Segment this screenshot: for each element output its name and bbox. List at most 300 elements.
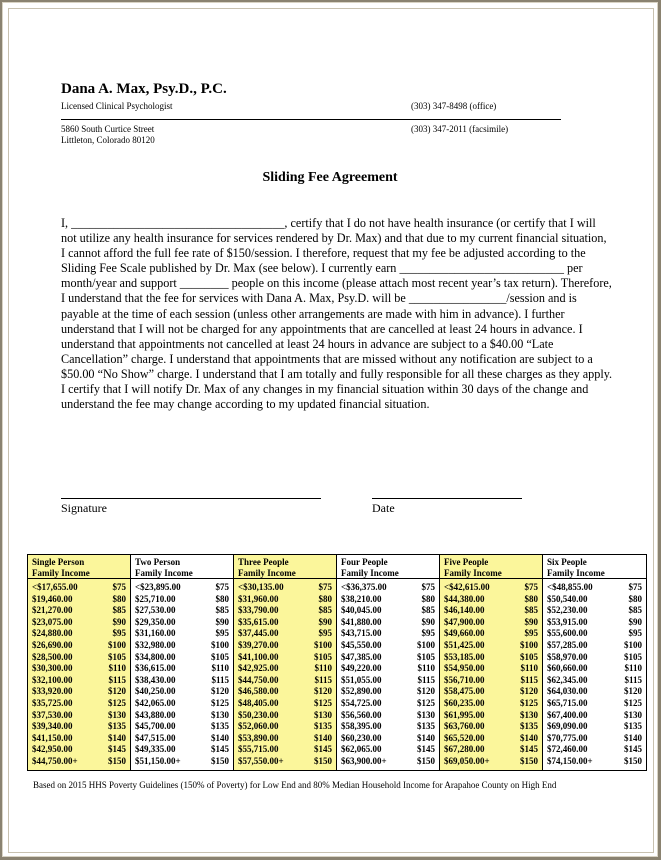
- session-fee: $110: [417, 663, 435, 674]
- income-threshold: $35,725.00: [32, 697, 73, 708]
- session-fee: $150: [417, 755, 435, 766]
- income-threshold: $57,285.00: [547, 639, 588, 650]
- fee-row: [238, 652, 332, 664]
- fee-row: [341, 733, 435, 745]
- session-fee: $135: [417, 721, 435, 732]
- income-threshold: $34,800.00: [135, 651, 176, 662]
- income-threshold: $31,160.00: [135, 628, 176, 639]
- session-fee: $85: [421, 605, 435, 616]
- session-fee: $115: [624, 674, 642, 685]
- fee-row: [341, 582, 435, 594]
- fee-row: [341, 721, 435, 733]
- fee-column-header: [131, 555, 233, 579]
- income-threshold: $51,150.00+: [135, 755, 181, 766]
- income-threshold: $36,615.00: [135, 663, 176, 674]
- session-fee: $90: [421, 616, 435, 627]
- income-threshold: $23,075.00: [32, 616, 73, 627]
- fee-row: [444, 605, 538, 617]
- income-threshold: $54,725.00: [341, 697, 382, 708]
- income-threshold: $44,750.00+: [32, 755, 78, 766]
- income-threshold: $46,140.00: [444, 605, 485, 616]
- fee-row: [547, 675, 642, 687]
- session-fee: $90: [318, 616, 332, 627]
- agreement-paragraph: I, ___________________________________, certify that I do not have health insurance (or certify that I will not utilize any health insurance for services rendered by Dr. Max) and that due to my current financial situation, I cannot afford the full fee rate of $150/session. I therefore, request that my fee be adjusted according to the Sliding Fee Scale published by Dr. Max (see below). I currently earn ___________________________ per month/year and support ________ people on this income (please attach most recent year’s tax return). Therefore, I understand that the fee for services with Dana A. Max, Psy.D. will be ________________/session and is payable at the time of each session (unless other arrangements are made with him in advance). I further understand that I will not be charged for any appointments that are cancelled at least 24 hours in advance. I understand that appointments not cancelled at least 24 hours in advance are subject to a $40.00 “Late Cancellation” charge. I understand that appointments that are missed without any notification are subject to a $50.00 “No Show” charge. I understand that I am totally and fully responsible for all these charges as they apply. I certify that I will notify Dr. Max of any changes in my financial situation within 30 days of the change and understand the fee may change according to my updated financial situation.: [61, 216, 613, 412]
- fee-row: [32, 698, 126, 710]
- fee-row: [135, 663, 229, 675]
- income-threshold: $29,350.00: [135, 616, 176, 627]
- family-income-label: Family Income: [238, 568, 296, 578]
- document-title: Sliding Fee Agreement: [262, 170, 398, 185]
- fee-row: [547, 628, 642, 640]
- sliding-fee-table: [27, 554, 647, 771]
- session-fee: $145: [211, 744, 229, 755]
- income-threshold: $43,880.00: [135, 709, 176, 720]
- income-threshold: $41,150.00: [32, 732, 73, 743]
- fee-row: [547, 663, 642, 675]
- fee-column-header: [543, 555, 646, 579]
- session-fee: $145: [417, 744, 435, 755]
- income-threshold: $44,750.00: [238, 674, 279, 685]
- session-fee: $135: [108, 721, 126, 732]
- session-fee: $120: [211, 686, 229, 697]
- income-threshold: $57,550.00+: [238, 755, 284, 766]
- income-threshold: $49,660.00: [444, 628, 485, 639]
- income-threshold: $31,960.00: [238, 593, 279, 604]
- income-threshold: $42,065.00: [135, 697, 176, 708]
- fee-row: [32, 605, 126, 617]
- session-fee: $95: [215, 628, 229, 639]
- practice-name: Dana A. Max, Psy.D., P.C.: [61, 81, 227, 97]
- fee-row: [444, 582, 538, 594]
- fee-row: [32, 640, 126, 652]
- income-threshold: $58,475.00: [444, 686, 485, 697]
- session-fee: $140: [624, 732, 642, 743]
- income-threshold: $43,715.00: [341, 628, 382, 639]
- fee-row: [341, 698, 435, 710]
- income-threshold: $56,560.00: [341, 709, 382, 720]
- session-fee: $135: [624, 721, 642, 732]
- income-threshold: $72,460.00: [547, 744, 588, 755]
- session-fee: $150: [211, 755, 229, 766]
- fee-row: [444, 640, 538, 652]
- fee-row: [341, 594, 435, 606]
- session-fee: $75: [628, 582, 642, 592]
- session-fee: $145: [314, 744, 332, 755]
- fee-row: [444, 698, 538, 710]
- fee-row: [32, 628, 126, 640]
- fee-row: [341, 686, 435, 698]
- fee-row: [444, 733, 538, 745]
- income-threshold: $32,100.00: [32, 674, 73, 685]
- fee-row: [547, 652, 642, 664]
- session-fee: $150: [314, 755, 332, 766]
- fee-row: [547, 594, 642, 606]
- session-fee: $95: [524, 628, 538, 639]
- session-fee: $140: [520, 732, 538, 743]
- income-threshold: $45,550.00: [341, 639, 382, 650]
- fee-row: [135, 744, 229, 756]
- session-fee: $150: [624, 755, 642, 766]
- fee-row: [135, 617, 229, 629]
- session-fee: $130: [108, 709, 126, 720]
- session-fee: $140: [314, 732, 332, 743]
- session-fee: $125: [314, 697, 332, 708]
- income-threshold: $52,060.00: [238, 721, 279, 732]
- session-fee: $75: [524, 582, 538, 592]
- income-threshold: $44,380.00: [444, 593, 485, 604]
- fee-row: [444, 686, 538, 698]
- fee-row: [547, 617, 642, 629]
- fee-row: [32, 617, 126, 629]
- income-threshold: $62,065.00: [341, 744, 382, 755]
- fee-row: [238, 582, 332, 594]
- session-fee: $110: [211, 663, 229, 674]
- fee-row: [238, 733, 332, 745]
- income-threshold: $65,715.00: [547, 697, 588, 708]
- session-fee: $125: [211, 697, 229, 708]
- income-threshold: $63,760.00: [444, 721, 485, 732]
- session-fee: $85: [628, 605, 642, 616]
- fee-row: [341, 663, 435, 675]
- fee-row: [444, 663, 538, 675]
- fee-row: [238, 628, 332, 640]
- income-threshold: $49,335.00: [135, 744, 176, 755]
- income-threshold: $39,340.00: [32, 721, 73, 732]
- session-fee: $120: [314, 686, 332, 697]
- income-threshold: $32,980.00: [135, 639, 176, 650]
- session-fee: $110: [624, 663, 642, 674]
- fee-row: [238, 710, 332, 722]
- session-fee: $130: [211, 709, 229, 720]
- fee-row: [547, 710, 642, 722]
- income-threshold: $70,775.00: [547, 732, 588, 743]
- income-threshold: $49,220.00: [341, 663, 382, 674]
- fee-row: [238, 721, 332, 733]
- family-income-label: Family Income: [135, 568, 193, 578]
- session-fee: $145: [520, 744, 538, 755]
- session-fee: $130: [417, 709, 435, 720]
- income-threshold: $38,430.00: [135, 674, 176, 685]
- fee-row: [444, 628, 538, 640]
- income-threshold: $24,880.00: [32, 628, 73, 639]
- fee-row: [238, 675, 332, 687]
- income-threshold: $45,700.00: [135, 721, 176, 732]
- fee-row: [341, 710, 435, 722]
- income-threshold: $46,580.00: [238, 686, 279, 697]
- session-fee: $125: [520, 697, 538, 708]
- document-page: [2, 2, 658, 857]
- session-fee: $110: [520, 663, 538, 674]
- session-fee: $90: [112, 616, 126, 627]
- fee-column-header: [337, 555, 439, 579]
- fee-column-header: [234, 555, 336, 579]
- session-fee: $75: [421, 582, 435, 592]
- income-threshold: $51,425.00: [444, 639, 485, 650]
- session-fee: $100: [108, 639, 126, 650]
- fee-row: [135, 710, 229, 722]
- fee-row: [32, 594, 126, 606]
- fee-column: [234, 555, 337, 770]
- income-threshold: $26,690.00: [32, 639, 73, 650]
- session-fee: $90: [215, 616, 229, 627]
- income-threshold: $33,790.00: [238, 605, 279, 616]
- fee-row: [32, 733, 126, 745]
- income-threshold: $35,615.00: [238, 616, 279, 627]
- agreement-text: [61, 216, 613, 412]
- fee-row: [32, 721, 126, 733]
- income-threshold: $30,300.00: [32, 663, 73, 674]
- family-income-label: Family Income: [32, 568, 90, 578]
- fee-row: [32, 710, 126, 722]
- household-size-label: Six People: [547, 557, 587, 567]
- fee-row: [135, 698, 229, 710]
- fee-row: [32, 686, 126, 698]
- fee-row: [135, 733, 229, 745]
- session-fee: $125: [108, 697, 126, 708]
- fee-row: [135, 756, 229, 768]
- income-threshold: $21,270.00: [32, 605, 73, 616]
- session-fee: $115: [211, 674, 229, 685]
- income-threshold: $52,890.00: [341, 686, 382, 697]
- session-fee: $95: [628, 628, 642, 639]
- session-fee: $110: [314, 663, 332, 674]
- session-fee: $80: [421, 593, 435, 604]
- fee-row: [444, 652, 538, 664]
- fee-column: [131, 555, 234, 770]
- session-fee: $105: [108, 651, 126, 662]
- session-fee: $140: [417, 732, 435, 743]
- fee-column: [543, 555, 646, 770]
- income-threshold: $63,900.00+: [341, 755, 387, 766]
- income-threshold: $52,230.00: [547, 605, 588, 616]
- fee-row: [135, 721, 229, 733]
- session-fee: $85: [524, 605, 538, 616]
- session-fee: $140: [211, 732, 229, 743]
- session-fee: $85: [112, 605, 126, 616]
- session-fee: $130: [520, 709, 538, 720]
- session-fee: $115: [417, 674, 435, 685]
- fee-row: [444, 756, 538, 768]
- fee-row: [238, 756, 332, 768]
- fee-row: [547, 582, 642, 594]
- income-threshold: $60,660.00: [547, 663, 588, 674]
- session-fee: $130: [314, 709, 332, 720]
- fee-row: [238, 698, 332, 710]
- fee-row: [341, 628, 435, 640]
- income-threshold: $37,530.00: [32, 709, 73, 720]
- session-fee: $80: [524, 593, 538, 604]
- income-threshold: $67,280.00: [444, 744, 485, 755]
- fee-row: [32, 663, 126, 675]
- session-fee: $145: [624, 744, 642, 755]
- income-threshold: $55,715.00: [238, 744, 279, 755]
- date-label: Date: [372, 501, 395, 515]
- fee-row: [444, 721, 538, 733]
- fee-row: [547, 605, 642, 617]
- session-fee: $80: [112, 593, 126, 604]
- fee-row: [547, 733, 642, 745]
- signature-line[interactable]: [61, 498, 321, 499]
- income-threshold: $47,385.00: [341, 651, 382, 662]
- family-income-label: Family Income: [547, 568, 605, 578]
- session-fee: $80: [318, 593, 332, 604]
- income-threshold: $61,995.00: [444, 709, 485, 720]
- income-threshold: $37,445.00: [238, 628, 279, 639]
- session-fee: $105: [624, 651, 642, 662]
- household-size-label: Four People: [341, 557, 388, 567]
- session-fee: $135: [211, 721, 229, 732]
- fee-row: [238, 663, 332, 675]
- income-threshold: <$48,855.00: [547, 582, 593, 592]
- fee-row: [135, 582, 229, 594]
- session-fee: $100: [417, 639, 435, 650]
- fee-row: [32, 756, 126, 768]
- family-income-label: Family Income: [341, 568, 399, 578]
- session-fee: $120: [624, 686, 642, 697]
- income-threshold: $58,395.00: [341, 721, 382, 732]
- income-threshold: $47,515.00: [135, 732, 176, 743]
- session-fee: $85: [215, 605, 229, 616]
- income-threshold: $40,045.00: [341, 605, 382, 616]
- income-threshold: <$30,135.00: [238, 582, 284, 592]
- fee-row: [341, 617, 435, 629]
- session-fee: $105: [417, 651, 435, 662]
- income-threshold: $39,270.00: [238, 639, 279, 650]
- household-size-label: Five People: [444, 557, 489, 567]
- session-fee: $75: [318, 582, 332, 592]
- income-threshold: $69,050.00+: [444, 755, 490, 766]
- session-fee: $115: [314, 674, 332, 685]
- fee-row: [547, 721, 642, 733]
- family-income-label: Family Income: [444, 568, 502, 578]
- income-threshold: $55,600.00: [547, 628, 588, 639]
- fee-row: [135, 686, 229, 698]
- session-fee: $120: [108, 686, 126, 697]
- fee-row: [238, 744, 332, 756]
- income-threshold: $62,345.00: [547, 674, 588, 685]
- session-fee: $150: [108, 755, 126, 766]
- income-threshold: $40,250.00: [135, 686, 176, 697]
- session-fee: $80: [215, 593, 229, 604]
- session-fee: $120: [520, 686, 538, 697]
- session-fee: $130: [624, 709, 642, 720]
- fee-column: [337, 555, 440, 770]
- fee-row: [238, 594, 332, 606]
- footnote: Based on 2015 HHS Poverty Guidelines (150% of Poverty) for Low End and 80% Median Household Income for Arapahoe County on High End: [33, 780, 557, 790]
- income-threshold: $50,230.00: [238, 709, 279, 720]
- income-threshold: $74,150.00+: [547, 755, 593, 766]
- fee-row: [135, 640, 229, 652]
- signature-label: Signature: [61, 501, 107, 515]
- income-threshold: <$17,655.00: [32, 582, 78, 592]
- income-threshold: $28,500.00: [32, 651, 73, 662]
- household-size-label: Two Person: [135, 557, 181, 567]
- session-fee: $100: [211, 639, 229, 650]
- session-fee: $140: [108, 732, 126, 743]
- fee-row: [32, 652, 126, 664]
- fee-row: [444, 617, 538, 629]
- income-threshold: $25,710.00: [135, 593, 176, 604]
- fee-row: [341, 744, 435, 756]
- income-threshold: $50,540.00: [547, 593, 588, 604]
- fee-row: [135, 594, 229, 606]
- session-fee: $100: [314, 639, 332, 650]
- income-threshold: $51,055.00: [341, 674, 382, 685]
- address-line-2: Littleton, Colorado 80120: [61, 135, 155, 145]
- income-threshold: $19,460.00: [32, 593, 73, 604]
- fee-row: [135, 675, 229, 687]
- session-fee: $120: [417, 686, 435, 697]
- session-fee: $135: [314, 721, 332, 732]
- income-threshold: $53,185.00: [444, 651, 485, 662]
- fee-row: [547, 756, 642, 768]
- session-fee: $105: [314, 651, 332, 662]
- fee-column-header: [440, 555, 542, 579]
- fee-row: [341, 640, 435, 652]
- header-rule: [61, 119, 561, 120]
- fee-row: [444, 594, 538, 606]
- session-fee: $100: [520, 639, 538, 650]
- fee-column-header: [28, 555, 130, 579]
- fee-row: [444, 710, 538, 722]
- income-threshold: $60,230.00: [341, 732, 382, 743]
- fee-row: [547, 698, 642, 710]
- date-line[interactable]: [372, 498, 522, 499]
- income-threshold: $33,920.00: [32, 686, 73, 697]
- session-fee: $85: [318, 605, 332, 616]
- session-fee: $150: [520, 755, 538, 766]
- income-threshold: $41,100.00: [238, 651, 279, 662]
- income-threshold: $69,090.00: [547, 721, 588, 732]
- fee-row: [238, 686, 332, 698]
- fee-row: [547, 640, 642, 652]
- session-fee: $95: [112, 628, 126, 639]
- income-threshold: $53,890.00: [238, 732, 279, 743]
- fee-row: [32, 675, 126, 687]
- fee-column: [28, 555, 131, 770]
- session-fee: $125: [417, 697, 435, 708]
- income-threshold: $38,210.00: [341, 593, 382, 604]
- fee-row: [32, 744, 126, 756]
- fee-row: [238, 617, 332, 629]
- income-threshold: $54,950.00: [444, 663, 485, 674]
- office-phone: (303) 347-8498 (office): [411, 101, 497, 111]
- fee-row: [547, 744, 642, 756]
- session-fee: $75: [215, 582, 229, 592]
- income-threshold: $64,030.00: [547, 686, 588, 697]
- fee-column: [440, 555, 543, 770]
- income-threshold: $42,950.00: [32, 744, 73, 755]
- session-fee: $105: [211, 651, 229, 662]
- income-threshold: $27,530.00: [135, 605, 176, 616]
- fee-row: [341, 756, 435, 768]
- income-threshold: <$36,375.00: [341, 582, 387, 592]
- session-fee: $145: [108, 744, 126, 755]
- session-fee: $80: [628, 593, 642, 604]
- fee-row: [341, 652, 435, 664]
- session-fee: $110: [108, 663, 126, 674]
- income-threshold: $56,710.00: [444, 674, 485, 685]
- income-threshold: $67,400.00: [547, 709, 588, 720]
- fee-row: [135, 605, 229, 617]
- fee-row: [444, 744, 538, 756]
- household-size-label: Single Person: [32, 557, 85, 567]
- session-fee: $75: [112, 582, 126, 592]
- session-fee: $125: [624, 697, 642, 708]
- fee-row: [32, 582, 126, 594]
- income-threshold: $47,900.00: [444, 616, 485, 627]
- session-fee: $90: [524, 616, 538, 627]
